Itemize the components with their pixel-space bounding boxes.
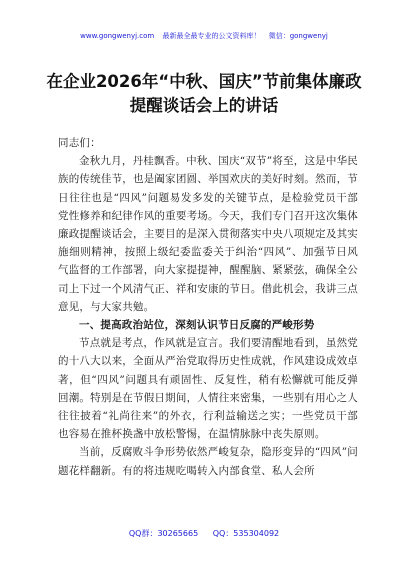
header-slogan: 最新最全最专业的公文资料库！ (162, 32, 261, 40)
paragraph-situation: 节点就是考点，作风就是宣言。我们要清醒地看到，虽然党的十八大以来，全面从严治党取得历史性成就，作风建设成效卓著，但“四风”问题具有顽固性、反复性，稍有松懈就可能反弹回潮。特别是在节假日期间，人情往来密集，一些别有用心之人往往披着“礼尚往来”的外衣，行利益输送之实；一些党员干部也容易在推杯换盏中放松警惕，在温情脉脉中丧失原则。 (58, 337, 358, 441)
page-header (0, 31, 408, 41)
document-body (58, 134, 358, 480)
salutation: 同志们： (58, 137, 101, 149)
document-title: 在企业2026年“中秋、国庆”节前集体廉政提醒谈话会上的讲话 (46, 72, 362, 115)
paragraph-intro: 金秋九月，丹桂飘香。中秋、国庆“双节”将至，这是中华民族的传统佳节，也是阖家团圆、举国欢庆的美好时刻。然而，节日往往也是“四风”问题易发多发的关键节点，是检验党员干部党性修养和纪律作风的重要考场。今天，我们专门召开这次集体廉政提醒谈话会，主要目的是深入贯彻落实中央八项规定及其实施细则精神，按照上级纪委监委关于纠治“四风”、加强节日风气监督的工作部署，向大家提提神，醒醒脑、紧紧弦，确保全公司上下过一个风清气正、祥和安康的节日。借此机会，我讲三点意见，与大家共勉。 (58, 155, 358, 313)
footer-qq: QQ：535304092 (212, 529, 280, 538)
section-heading-1: 一、提高政治站位，深刻认识节日反腐的严峻形势 (79, 319, 315, 332)
paragraph-current: 当前，反腐败斗争形势依然严峻复杂，隐形变异的“四风”问题花样翻新。有的将违规吃喝转入内部食堂、私人会所 (58, 446, 358, 477)
page-footer (0, 528, 408, 539)
header-wechat: 微信：gongwenyj (268, 32, 328, 40)
footer-qq-group: QQ群：30265665 (128, 529, 199, 538)
header-site-link[interactable]: www.gongwenyj.com (80, 32, 155, 40)
